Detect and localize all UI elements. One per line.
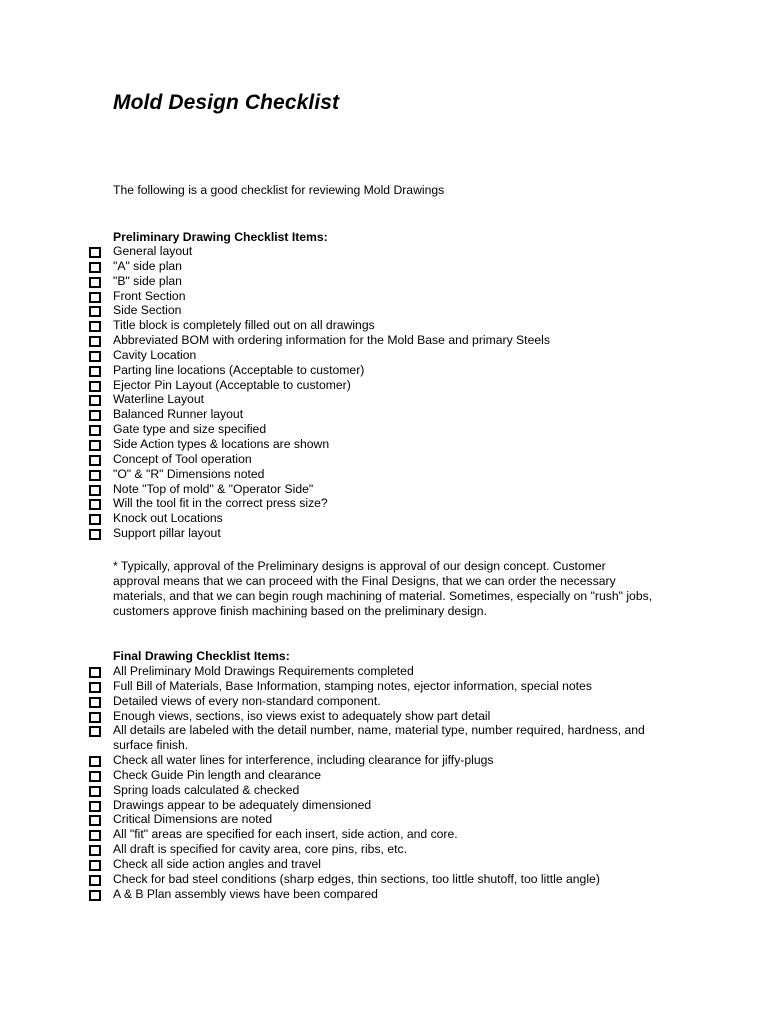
checklist-item-label: Detailed views of every non-standard component. [113, 693, 381, 708]
checklist-item-label: A & B Plan assembly views have been compared [113, 886, 378, 901]
checklist-item [0, 244, 673, 259]
checklist-item-label: Check all side action angles and travel [113, 856, 321, 871]
checklist-item [0, 496, 673, 511]
checklist-item [0, 363, 673, 378]
checklist-item [0, 467, 673, 482]
checklist-item [0, 872, 673, 887]
page-title: Mold Design Checklist [113, 91, 340, 114]
checklist-item [0, 333, 673, 348]
checklist-item-label: Side Section [113, 303, 182, 318]
checklist-item-label: "A" side plan [113, 258, 182, 273]
checklist-item-label: Concept of Tool operation [113, 451, 252, 466]
checklist-item [0, 452, 673, 467]
checklist-item-label: Abbreviated BOM with ordering information for the Mold Base and primary Steels [113, 333, 550, 348]
checklist-item [0, 482, 673, 497]
checkbox-icon[interactable] [89, 514, 101, 525]
checkbox-icon[interactable] [89, 262, 101, 273]
checklist-item [0, 798, 673, 813]
checkbox-icon[interactable] [89, 830, 101, 841]
checklist-item-label: Check for bad steel conditions (sharp edges, thin sections, too little shutoff, too little angle) [113, 871, 600, 886]
checkbox-icon[interactable] [89, 712, 101, 723]
preliminary-approval-note: * Typically, approval of the Preliminary designs is approval of our design concept. Customer approval means that we can proceed with the Final Designs, that we can order the necessary materials, and that we can begin rough machining of material. Sometimes, especially on "rush" jobs, customers approve finish machining based on the preliminary design. [113, 559, 653, 618]
checkbox-icon[interactable] [89, 875, 101, 886]
checkbox-icon[interactable] [89, 485, 101, 496]
intro-text: The following is a good checklist for reviewing Mold Drawings [113, 183, 445, 197]
checklist-item-label: Note "Top of mold" & "Operator Side" [113, 481, 314, 496]
checkbox-icon[interactable] [89, 455, 101, 466]
checklist-item [0, 407, 673, 422]
checkbox-icon[interactable] [89, 860, 101, 871]
checkbox-icon[interactable] [89, 697, 101, 708]
checkbox-icon[interactable] [89, 529, 101, 540]
checklist-item-label: All draft is specified for cavity area, core pins, ribs, etc. [113, 842, 407, 857]
checklist-item [0, 827, 673, 842]
checklist-item [0, 378, 673, 393]
checkbox-icon[interactable] [89, 277, 101, 288]
checkbox-icon[interactable] [89, 292, 101, 303]
checklist-item [0, 274, 673, 289]
checklist-item-label: General layout [113, 244, 193, 258]
preliminary-checklist [0, 244, 768, 541]
checkbox-icon[interactable] [89, 470, 101, 481]
checkbox-icon[interactable] [89, 682, 101, 693]
checklist-item-label: Check Guide Pin length and clearance [113, 767, 321, 782]
final-heading: Final Drawing Checklist Items: [113, 649, 290, 663]
checkbox-icon[interactable] [89, 381, 101, 392]
checklist-item [0, 259, 673, 274]
final-checklist [0, 664, 768, 902]
checklist-item [0, 842, 673, 857]
checklist-item-label: Waterline Layout [113, 392, 205, 407]
checklist-item [0, 679, 673, 694]
checklist-item-label: Support pillar layout [113, 526, 221, 541]
checklist-item-label: Check all water lines for interference, including clearance for jiffy-plugs [113, 753, 494, 768]
checkbox-icon[interactable] [89, 425, 101, 436]
checklist-item [0, 303, 673, 318]
checklist-item [0, 511, 673, 526]
checkbox-icon[interactable] [89, 410, 101, 421]
checklist-item-label: Enough views, sections, iso views exist to adequately show part detail [113, 708, 491, 723]
checklist-item-label: Drawings appear to be adequately dimensioned [113, 797, 372, 812]
checklist-item-label: Will the tool fit in the correct press size? [113, 496, 328, 511]
checklist-item [0, 694, 673, 709]
checkbox-icon[interactable] [89, 499, 101, 510]
checklist-item [0, 348, 673, 363]
checklist-item [0, 753, 673, 768]
checklist-item-label: Cavity Location [113, 347, 197, 362]
checkbox-icon[interactable] [89, 321, 101, 332]
checklist-item-label: "O" & "R" Dimensions noted [113, 466, 265, 481]
checkbox-icon[interactable] [89, 786, 101, 797]
checklist-item-label: Gate type and size specified [113, 422, 267, 437]
checklist-item-label: Parting line locations (Acceptable to customer) [113, 362, 365, 377]
checklist-item-label: Spring loads calculated & checked [113, 782, 300, 797]
checkbox-icon[interactable] [89, 336, 101, 347]
checklist-item-label: Front Section [113, 288, 186, 303]
checkbox-icon[interactable] [89, 306, 101, 317]
checklist-item [0, 768, 673, 783]
checklist-item [0, 664, 673, 679]
checkbox-icon[interactable] [89, 890, 101, 901]
checkbox-icon[interactable] [89, 395, 101, 406]
checklist-item-label: Title block is completely filled out on all drawings [113, 318, 375, 333]
checklist-item-label: Balanced Runner layout [113, 407, 244, 422]
checkbox-icon[interactable] [89, 845, 101, 856]
checklist-item-label: Full Bill of Materials, Base Information, stamping notes, ejector information, special notes [113, 678, 592, 693]
checklist-item [0, 289, 673, 304]
checkbox-icon[interactable] [89, 366, 101, 377]
preliminary-heading: Preliminary Drawing Checklist Items: [113, 230, 328, 244]
checkbox-icon[interactable] [89, 815, 101, 826]
checklist-item [0, 422, 673, 437]
checkbox-icon[interactable] [89, 667, 101, 678]
checklist-item [0, 783, 673, 798]
checklist-item-label: "B" side plan [113, 273, 182, 288]
checklist-item-label: Knock out Locations [113, 511, 223, 526]
checklist-item [0, 887, 673, 902]
checklist-item-label: All "fit" areas are specified for each insert, side action, and core. [113, 827, 458, 842]
checklist-item [0, 526, 673, 541]
checklist-item [0, 723, 673, 753]
checklist-item-label: Side Action types & locations are shown [113, 436, 330, 451]
checkbox-icon[interactable] [89, 726, 101, 737]
checklist-item [0, 812, 673, 827]
checklist-item [0, 392, 673, 407]
checklist-item [0, 437, 673, 452]
checkbox-icon[interactable] [89, 440, 101, 451]
checkbox-icon[interactable] [89, 771, 101, 782]
checklist-item-label: All details are labeled with the detail number, name, material type, number required, hardness, and surface finish. [113, 723, 645, 753]
checklist-item [0, 318, 673, 333]
checklist-item-label: Ejector Pin Layout (Acceptable to customer) [113, 377, 351, 392]
checkbox-icon[interactable] [89, 351, 101, 362]
checklist-item [0, 709, 673, 724]
checklist-item [0, 857, 673, 872]
checklist-item-label: Critical Dimensions are noted [113, 812, 273, 827]
checkbox-icon[interactable] [89, 801, 101, 812]
checkbox-icon[interactable] [89, 756, 101, 767]
checkbox-icon[interactable] [89, 247, 101, 258]
checklist-item-label: All Preliminary Mold Drawings Requirements completed [113, 664, 414, 678]
